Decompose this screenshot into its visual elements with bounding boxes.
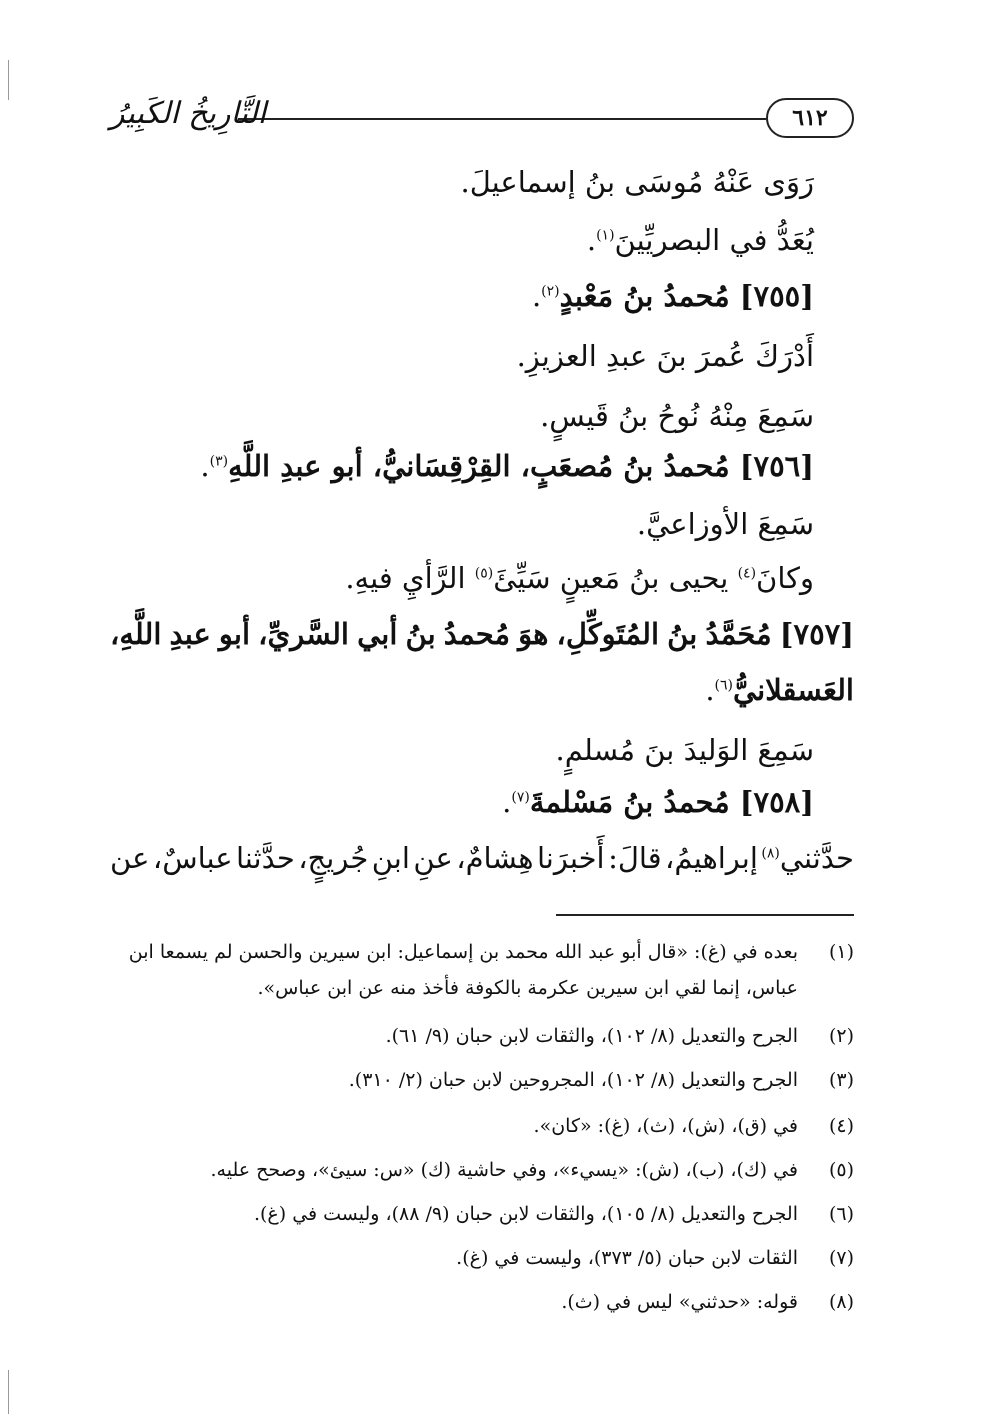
- footnote-continuation: عباس، إنما لقي ابن سيرين عكرمة بالكوفة فأخذ منه عن ابن عباس».: [257, 977, 798, 999]
- line-text: وكانَ: [756, 561, 814, 595]
- word: المُتَوكِّلِ،: [556, 617, 660, 651]
- text-line: [517, 336, 814, 376]
- text-line: [555, 730, 814, 770]
- line-text: يحيى بنُ مَعينٍ سَيِّئَ: [493, 561, 738, 595]
- word: أَخبرَنا: [536, 841, 605, 875]
- text-line-justified: [110, 838, 854, 878]
- word: جُريجٍ،: [298, 841, 369, 875]
- footnote-text: الثقات لابن حبان (٥/ ٣٧٣)، وليست في (غ).: [456, 1247, 798, 1269]
- line-text: سَمِعَ الأوزاعيَّ.: [636, 507, 814, 541]
- word: [٧٥٧]: [779, 617, 854, 651]
- text-line: [587, 220, 814, 260]
- footnote-ref: (١): [596, 227, 615, 244]
- line-text: أَدْرَكَ عُمرَ بنَ عبدِ العزيزِ.: [516, 339, 814, 373]
- line-punct: .: [705, 673, 715, 707]
- word: بنُ: [667, 617, 698, 651]
- footnote-text: الجرح والتعديل (٨/ ١٠٥)، والثقات لابن حبان (٩/ ٨٨)، وليست في (غ).: [253, 1203, 798, 1225]
- word: مُحمدُ: [443, 617, 511, 651]
- text-line: [345, 558, 814, 598]
- footnote-number: (٨): [828, 1291, 854, 1313]
- footnote-number: (٤): [828, 1115, 854, 1137]
- footnote-ref: (٢): [541, 283, 560, 300]
- entry-title: [٧٥٨] مُحمدُ بنُ مَسْلمةَ: [529, 785, 814, 819]
- word: عبدِ: [169, 617, 211, 651]
- word: اللَّهِ،: [110, 617, 162, 651]
- entry-heading: [200, 446, 814, 486]
- line-text: سَمِعَ الوَليدَ بنَ مُسلمٍ.: [555, 733, 814, 767]
- word: عن: [110, 841, 150, 875]
- entry-title: [٧٥٦] مُحمدُ بنُ مُصعَبٍ، القِرْقِسَانيُّ، أبو عبدِ اللَّهِ: [228, 449, 814, 483]
- text-line: [637, 504, 814, 544]
- footnote-text: قوله: «حدثني» ليس في (ث).: [561, 1291, 798, 1313]
- word: عنِ: [413, 841, 453, 875]
- word: أبي: [357, 617, 398, 651]
- footnote-text: بعده في (غ): «قال أبو عبد الله محمد بن إسماعيل: ابن سيرين والحسن لم يسمعا ابن: [128, 941, 798, 963]
- footnote-number: (٧): [828, 1247, 854, 1269]
- footnote-text: الجرح والتعديل (٨/ ١٠٢)، المجروحين لابن حبان (٢/ ٣١٠).: [348, 1069, 798, 1091]
- word: عباسٌ،: [152, 841, 233, 875]
- scan-edge-mark: [8, 60, 9, 100]
- footnote-number: (٣): [828, 1069, 854, 1091]
- line-text: رَوَى عَنْهُ مُوسَى بنُ إسماعيلَ.: [460, 165, 814, 199]
- word: مُحَمَّدُ: [705, 617, 772, 651]
- text-line: [460, 162, 814, 202]
- footnote-text: في (ك)، (ب)، (ش): «يسيء»، وفي حاشية (ك) «س: سيئ»، وصحح عليه.: [210, 1159, 798, 1181]
- footnote-text: الجرح والتعديل (٨/ ١٠٢)، والثقات لابن حبان (٩/ ٦١).: [385, 1025, 798, 1047]
- entry-heading: [532, 276, 814, 316]
- footnote-ref: (٦): [714, 677, 734, 694]
- running-title: التَّارِيخُ الكَبِيرُ: [110, 96, 267, 131]
- entry-title: العَسقلانيُّ: [733, 673, 854, 707]
- entry-heading: [502, 782, 814, 822]
- footnote-ref: (٧): [511, 789, 530, 806]
- word: ابنِ: [371, 841, 410, 875]
- line-text: سَمِعَ مِنْهُ نُوحُ بنُ قَيسٍ.: [540, 399, 814, 433]
- word: هِشامٌ،: [456, 841, 534, 875]
- entry-heading: [705, 670, 854, 710]
- page-header: [110, 96, 854, 146]
- scan-edge-mark: [8, 1370, 9, 1414]
- entry-title: [٧٥٥] مُحمدُ بنُ مَعْبدٍ: [559, 279, 814, 313]
- word: حدَّثنا: [235, 841, 295, 875]
- header-rule: [238, 118, 766, 120]
- word: إبراهيمُ،: [665, 841, 758, 875]
- footnote-separator: [556, 914, 854, 916]
- word: حدَّثني$^{(٨)}$: [761, 841, 854, 875]
- word: أبو: [218, 617, 251, 651]
- footnote-number: (١): [828, 941, 854, 963]
- footnote-ref: (٤): [737, 565, 757, 582]
- page-number: ٦١٢: [766, 98, 854, 138]
- word: هوَ: [518, 617, 549, 651]
- word: قالَ:: [608, 841, 662, 875]
- footnote-number: (٢): [828, 1025, 854, 1047]
- footnote-ref: (٥): [474, 565, 494, 582]
- line-punct: .: [200, 449, 210, 483]
- footnote-number: (٥): [828, 1159, 854, 1181]
- word: بنُ: [405, 617, 436, 651]
- line-text: الرَّأيِ فيهِ.: [345, 561, 475, 595]
- footnote-number: (٦): [828, 1203, 854, 1225]
- line-punct: .: [586, 223, 597, 257]
- text-line: [540, 396, 814, 436]
- footnote-text: في (ق)، (ش)، (ث)، (غ): «كان».: [533, 1115, 798, 1137]
- entry-heading-justified: [110, 614, 854, 654]
- line-punct: .: [502, 785, 512, 819]
- line-punct: .: [531, 279, 542, 313]
- footnote-ref: (٨): [761, 845, 780, 862]
- word: السَّريِّ،: [258, 617, 349, 651]
- footnote-ref: (٣): [209, 453, 229, 470]
- line-text: يُعَدُّ في البصريِّينَ: [614, 223, 814, 257]
